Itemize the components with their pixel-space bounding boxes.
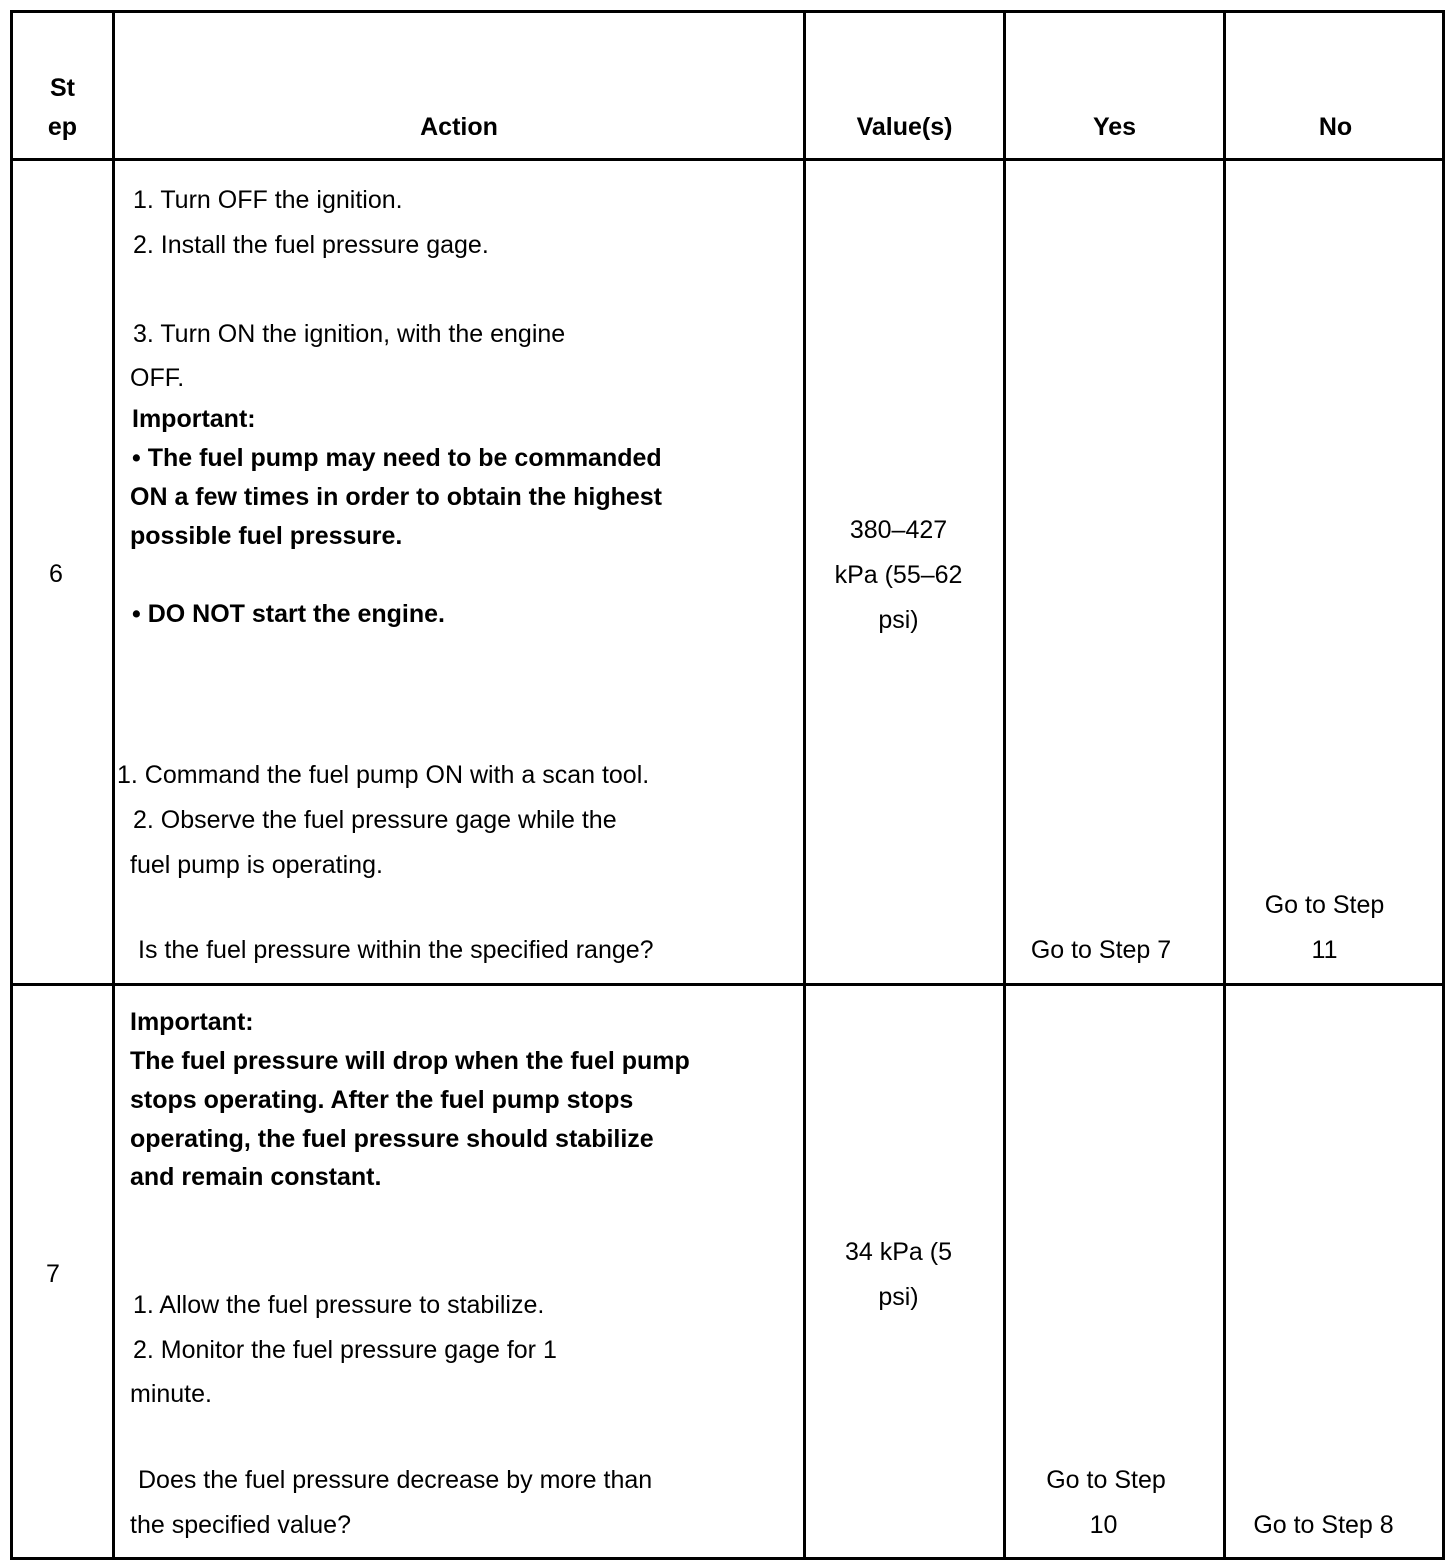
header-step-line-2: ep	[47, 113, 78, 141]
row-divider	[13, 983, 1442, 986]
row6-value-line2: kPa (55–62	[834, 561, 963, 589]
column-divider	[112, 13, 115, 1557]
row7-question-line1: Does the fuel pressure decrease by more than	[138, 1466, 653, 1494]
row7-note-line3: operating, the fuel pressure should stabilize	[130, 1125, 654, 1153]
row6-no-line2: 11	[1311, 936, 1338, 964]
row6-question: Is the fuel pressure within the specified range?	[138, 936, 654, 964]
header-values: Value(s)	[856, 113, 953, 141]
header-step-line-1: St	[50, 74, 75, 102]
diagnostic-table	[10, 10, 1445, 1560]
row6-action-item3-line1: 3. Turn ON the ignition, with the engine	[133, 320, 566, 348]
row6-sub-item2-line2: fuel pump is operating.	[130, 851, 383, 879]
row7-action-item1: 1. Allow the fuel pressure to stabilize.	[133, 1291, 545, 1319]
row6-bullet2: • DO NOT start the engine.	[132, 600, 445, 628]
step-number-6: 6	[49, 560, 63, 588]
row6-action-item1: 1. Turn OFF the ignition.	[133, 186, 403, 214]
row7-action-item2-line2: minute.	[130, 1380, 212, 1408]
row7-value-line2: psi)	[878, 1283, 919, 1311]
row7-action-item2-line1: 2. Monitor the fuel pressure gage for 1	[133, 1336, 557, 1364]
row6-sub-item2-line1: 2. Observe the fuel pressure gage while the	[133, 806, 617, 834]
row6-sub-item1: 1. Command the fuel pump ON with a scan tool.	[117, 761, 650, 789]
row7-note-line1: The fuel pressure will drop when the fuel pump	[130, 1047, 690, 1075]
row7-value-line1: 34 kPa (5	[844, 1238, 952, 1266]
row6-bullet1-line2: ON a few times in order to obtain the highest	[130, 483, 662, 511]
column-divider	[803, 13, 806, 1557]
row6-value-line1: 380–427	[849, 516, 948, 544]
row7-note-line4: and remain constant.	[130, 1163, 382, 1191]
row6-bullet1-line3: possible fuel pressure.	[130, 522, 403, 550]
header-yes: Yes	[1092, 113, 1137, 141]
row7-yes-line1: Go to Step	[1046, 1466, 1166, 1494]
header-no: No	[1318, 113, 1353, 141]
row7-no: Go to Step 8	[1253, 1511, 1394, 1539]
row7-yes-line2: 10	[1089, 1511, 1118, 1539]
row6-no-line1: Go to Step	[1264, 891, 1385, 919]
row6-action-item3-line2: OFF.	[130, 364, 185, 392]
column-divider	[1003, 13, 1006, 1557]
row-divider	[13, 158, 1442, 161]
row7-important-label: Important:	[130, 1008, 254, 1036]
row6-action-item2: 2. Install the fuel pressure gage.	[133, 231, 489, 259]
column-divider	[1223, 13, 1226, 1557]
header-action: Action	[420, 113, 498, 141]
row6-bullet1-line1: • The fuel pump may need to be commanded	[132, 444, 662, 472]
row7-note-line2: stops operating. After the fuel pump stops	[130, 1086, 634, 1114]
step-number-7: 7	[46, 1260, 60, 1288]
row6-important-label: Important:	[132, 405, 256, 433]
row6-yes: Go to Step 7	[1030, 936, 1172, 964]
row6-value-line3: psi)	[878, 606, 919, 634]
row7-question-line2: the specified value?	[130, 1511, 351, 1539]
